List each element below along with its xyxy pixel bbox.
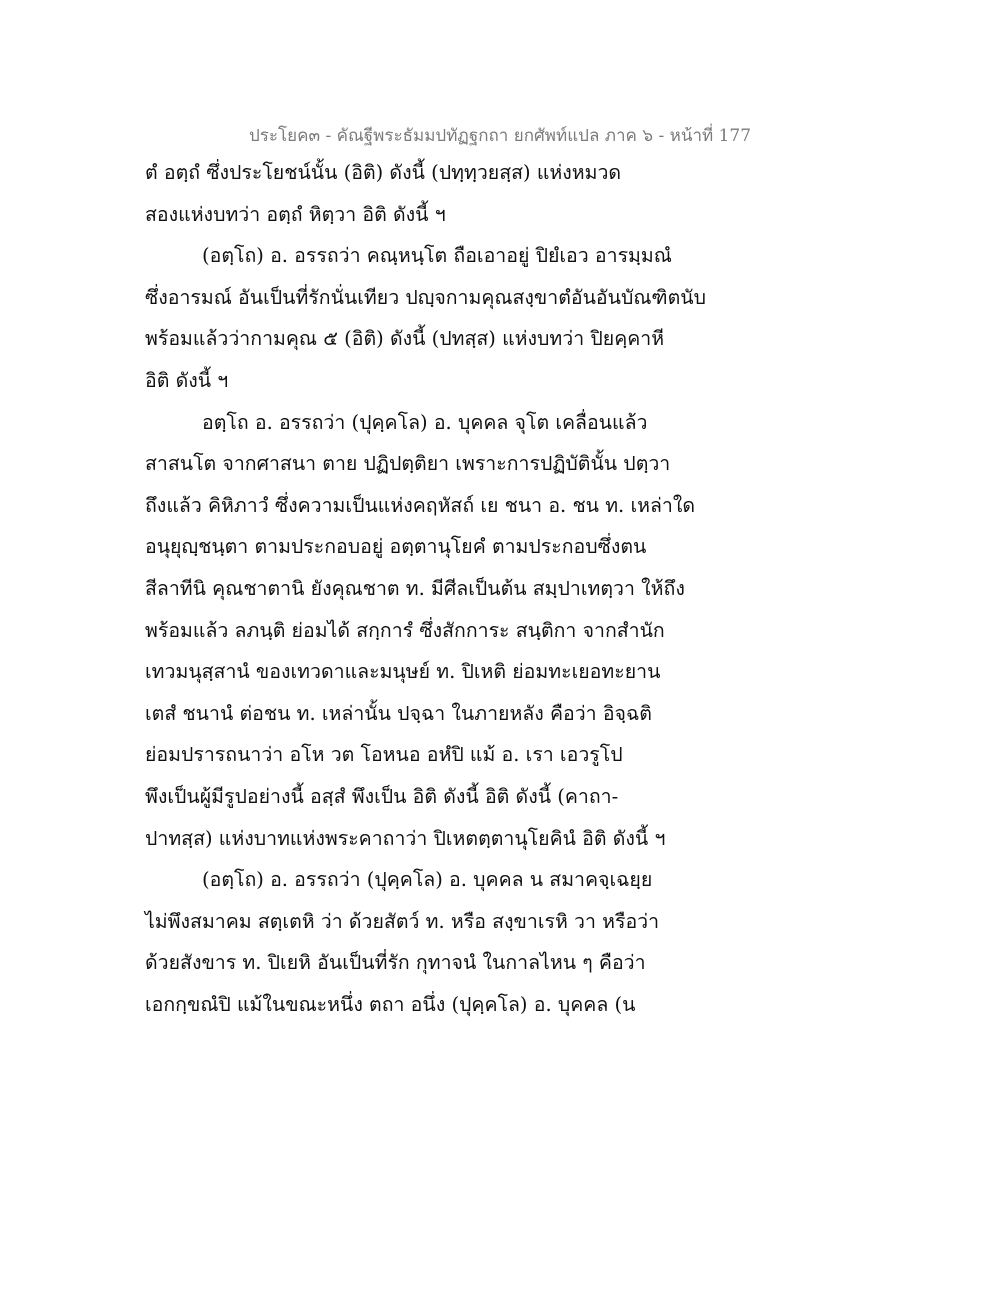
text-line: เอกกฺขณํปิ แม้ในขณะหนึ่ง ตถา อนึ่ง (ปุคฺคโล) อ. บุคคล (น xyxy=(145,992,636,1016)
text-line: ปาทสฺส) แห่งบาทแห่งพระคาถาว่า ปิเหตตฺตานุโยคินํ อิติ ดังนี้ ฯ xyxy=(145,826,666,850)
text-line: สาสนโต จากศาสนา ตาย ปฏิปตฺติยา เพราะการปฏิบัตินั้น ปตฺวา xyxy=(145,452,671,476)
text-line: ย่อมปรารถนาว่า อโห วต โอหนอ อหํปิ แม้ อ. เรา เอวรูโป xyxy=(145,743,623,767)
text-line: พร้อมแล้ว ลภนฺติ ย่อมได้ สกฺการํ ซึ่งสักการะ สนฺติกา จากสำนัก xyxy=(145,618,665,642)
page-header: ประโยค๓ - คัณฐีพระธัมมปทัฏฐกถา ยกศัพท์แปล ภาค ๖ - หน้าที่ 177 xyxy=(248,126,752,146)
text-line: พึงเป็นผู้มีรูปอย่างนี้ อสฺสํ พึงเป็น อิติ ดังนี้ อิติ ดังนี้ (คาถา- xyxy=(145,784,619,808)
text-line: (อตฺโถ) อ. อรรถว่า (ปุคฺคโล) อ. บุคคล น สมาคจฺเฉยฺย xyxy=(202,868,653,892)
text-line: อิติ ดังนี้ ฯ xyxy=(145,368,229,392)
text-line: ถึงแล้ว คิหิภาวํ ซึ่งความเป็นแห่งคฤหัสถ์ เย ชนา อ. ชน ท. เหล่าใด xyxy=(145,493,696,517)
text-line: สีลาทีนิ คุณชาตานิ ยังคุณชาต ท. มีศีลเป็นต้น สมฺปาเทตฺวา ให้ถึง xyxy=(145,576,685,600)
text-line: (อตฺโถ) อ. อรรถว่า คณฺหนฺโต ถือเอาอยู่ ปิยํเอว อารมฺมณํ xyxy=(202,244,672,268)
text-line: พร้อมแล้วว่ากามคุณ ๕ (อิติ) ดังนี้ (ปทสฺส) แห่งบทว่า ปิยคฺคาหี xyxy=(145,327,665,351)
text-line: อตฺโถ อ. อรรถว่า (ปุคฺคโล) อ. บุคคล จุโต เคลื่อนแล้ว xyxy=(202,410,648,434)
text-line: ตํ อตฺถํ ซึ่งประโยชน์นั้น (อิติ) ดังนี้ (ปทฺทฺวยสฺส) แห่งหมวด xyxy=(145,161,622,184)
text-line: ซึ่งอารมณ์ อันเป็นที่รักนั่นเทียว ปญฺจกามคุณสงฺขาตํอันอันบัณฑิตนับ xyxy=(145,285,706,309)
text-line: ด้วยสังขาร ท. ปิเยหิ อันเป็นที่รัก กุทาจนํ ในกาลไหน ๆ คือว่า xyxy=(145,951,646,975)
body-text xyxy=(145,152,705,1025)
text-line: ไม่พึงสมาคม สตฺเตหิ ว่า ด้วยสัตว์ ท. หรือ สงฺขาเรหิ วา หรือว่า xyxy=(145,909,660,933)
text-line: อนุยุญฺชนฺตา ตามประกอบอยู่ อตฺตานุโยคํ ตามประกอบซึ่งตน xyxy=(145,535,647,559)
text-line: เทวมนุสฺสานํ ของเทวดาและมนุษย์ ท. ปิเหติ ย่อมทะเยอทะยาน xyxy=(145,660,661,684)
text-line: เตสํ ชนานํ ต่อชน ท. เหล่านั้น ปจฺฉา ในภายหลัง คือว่า อิจฺฉติ xyxy=(145,701,652,725)
text-line: สองแห่งบทว่า อตฺถํ หิตฺวา อิติ ดังนี้ ฯ xyxy=(145,202,446,226)
